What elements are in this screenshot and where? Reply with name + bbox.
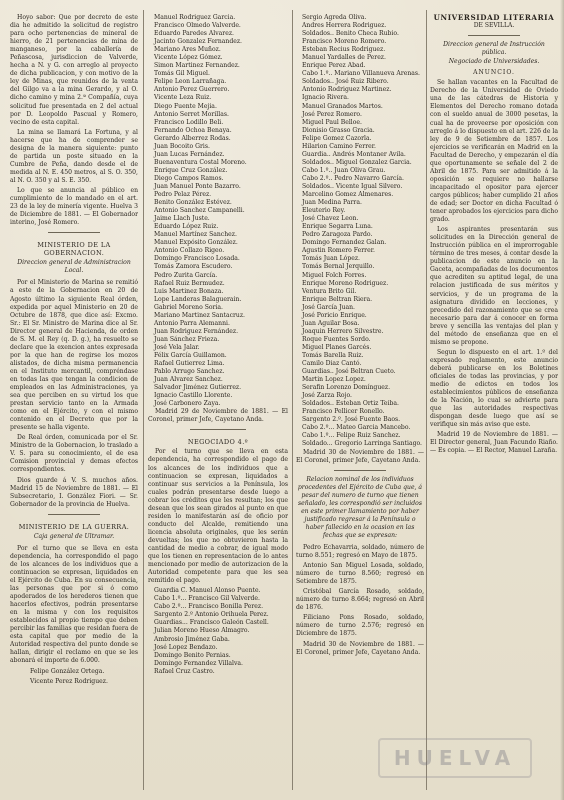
name-list-item: Luis Martinez Bonaza. xyxy=(154,287,224,295)
name-list-item: Antonio Sanchez Campanelli. xyxy=(154,207,245,215)
body-paragraph: Se hallan vacantes en la Facultad de Derecho de la Universidad de Oviedo una de las cátedras de Historia y Elementos del Derecho romano dotada con el sueldo anual de 3000 pesetas, la cual ha de proveerse por oposición con arreglo á lo dispuesto en el art. 226 de la ley de 9 de Setiembre de 1857. Los ejercicios se verificarán en Madrid en la Facultad de Derecho, y empezarán el día que oportunamente se señale del 2 de Abril de 1875. Para ser admitido á la oposición se requiere no hallarse incapacitado el opositor para ejercer cargos públicos; haber cumplido 21 años de edad; ser Doctor en dicha Facultad ó tener aprobados los ejercicios para dicho grado. xyxy=(430,79,558,224)
name-list-item: Félix García Guillamon. xyxy=(154,351,227,359)
name-list xyxy=(296,14,424,449)
name-list-item: Miguel Paul Belloe. xyxy=(302,118,362,126)
name-list-item: Pablo Arrugo Sanchez. xyxy=(154,368,225,376)
name-list-item: Francisco Moreno Romero. xyxy=(302,38,387,46)
name-list-item: Ambrosio Jiménez Gaba. xyxy=(154,635,230,643)
body-paragraph: Los aspirantes presentarán sus solicitudes en la Dirección general de Instrucción pública en el improrrogable término de tres meses, á contar desde la publicacion de este anuncio en la Gaceta, acompañadas de los documentos que acrediten su aptitud legal, de una relacion justificada de sus méritos y servicios, y de un programa de la asignatura dividido en lecciones, y precedido del razonamiento que se crea necesario para dar á conocer en forma breve y sencilla las ventajas del plan y del método de enseñanza que en el mismo se propone. xyxy=(430,226,558,346)
body-paragraph: De Real órden, comunicada por el Sr. Ministro de la Gobernacion, lo traslado a V. S. para su conocimiento, el de esa Comision provincial y demas efectos correspondientes. xyxy=(10,434,138,474)
date-line: Madrid 19 de Noviembre de 1881. — El Director general, Juan Facundo Riaño. — Es copia. — El Rector, Manuel Laraña. xyxy=(430,431,558,455)
section-separator xyxy=(190,429,246,430)
name-list-item: Antonio Rodriguez Martinez. xyxy=(302,86,392,94)
name-list-item: Enrique Perez Abad. xyxy=(302,62,366,70)
name-list-item: Juan Medina Parra. xyxy=(302,199,362,207)
name-list xyxy=(148,14,288,408)
column-1 xyxy=(10,14,138,790)
name-list-item: José Vela Jalar. xyxy=(154,343,200,351)
mining-notice-paragraph: Hoyo sabor: Que por decreto de este dia he admitido la solicitud de registro para ocho pertenencias de mineral de hierro, de 21 pertenencias de mina de manganeso, por la caballería de Peñascosa, jurisdiccion de Valverde, hecha a N. y G. con arreglo al proyecto de dicha publicacion, y con motivo de la ley de Minas, que reunidos de la venta del Gilgo va a la mina Gerardo, y al O. dicho camino y mina 2.ª Compañía, cuya solicitud fue presentada en 2 del actual por D. Leopoldo Pascual y Romero, vecino de esta capital. xyxy=(10,14,138,126)
name-list-item: Pedro Zaragoza Pardo. xyxy=(302,231,373,239)
body-paragraph: Cristóbal García Rosado, soldado, número de turno 8.664; regresó en Abril de 1876. xyxy=(296,588,424,612)
name-list-item: Dionisio Grasso Gracia. xyxy=(302,126,375,134)
body-paragraph: Por el turno que se lleva en esta dependencia, ha correspondido el pago de los alcances de los individuos que a continuacion se expresan, liquidados en el Ejército de Cuba. En su consecuencia, las personas que por si ó como apoderados de los herederos tienen que hacerlos efectivos, podrán presentarse en la misma y con los requisitos establecidos al propio tiempo que deben percibir las familias que residan fuera de esta capital que por medio de la Autoridad respectiva del punto donde se hallan, dirigir el reclamo en que se les abonará el importe de 6.000. xyxy=(10,544,138,665)
name-list-item: Joaquin Herrero Silvestre. xyxy=(302,327,384,335)
page-edge-shadow xyxy=(560,0,564,800)
name-list-item: Manuel Yardalles de Perez. xyxy=(302,54,386,62)
name-list-item: Soldados.. José Ruiz Ribero. xyxy=(302,78,389,86)
university-subheading: DE SEVILLA. xyxy=(473,22,515,30)
name-list-item: Manuel Expósito González. xyxy=(154,239,238,247)
name-list-item: Antonio Parra Alemanni. xyxy=(154,319,230,327)
date-line: Madrid 30 de Noviembre de 1881. — El Coronel, primer Jefe, Cayetano Anda. xyxy=(296,640,424,656)
university-heading: UNIVERSIDAD LITERARIA xyxy=(433,14,555,22)
name-list-item: Sergio Agreda Oliva. xyxy=(302,14,367,21)
name-list-item: Tomás Gil Miguel. xyxy=(154,70,210,78)
mining-notice-paragraph: Lo que se anuncia al público en cumplimiento de lo mandado en el art. 23 de la ley de minería vigente. Huelva 3 de Diciembre de 1881. — El Gobernador interino, José Romero. xyxy=(10,186,138,227)
name-list-item: Juan Sánchez Frieza. xyxy=(154,335,220,343)
body-paragraph: Dios guarde á V. S. muchos años. Madrid 15 de Noviembre de 1881. — El Subsecretario, I. González Fiori. — Sr. Gobernador de la provincia de Huelva. xyxy=(10,476,138,508)
name-list-item: José Carbonero Zaya. xyxy=(154,400,221,408)
body-paragraph: Filiciano Pons Rosado, soldado, número de turno 2.576; regresó en Diciembre de 1875. xyxy=(296,614,424,638)
name-list-item: Julian Moreno Hueso Almagro. xyxy=(154,627,250,635)
name-list-item: Camilo Diaz Cantó. xyxy=(302,360,362,368)
name-list-item: Mariano Martinez Santacruz. xyxy=(154,311,245,319)
name-list-item: José Chavez Leon. xyxy=(302,215,359,223)
name-list-item: Tomás Zamora Escudero. xyxy=(154,263,233,271)
name-list-item: Ventura Brito Gil. xyxy=(302,287,357,295)
name-list-item: Domingo Fernandez Villalva. xyxy=(154,659,243,667)
name-list-item: Juan Alvarez Sanchez. xyxy=(154,376,223,384)
name-list-item: Pedro Zurita García. xyxy=(154,271,218,279)
column-divider xyxy=(292,10,293,790)
name-list-item: Enrique Beltran Riera. xyxy=(302,295,373,303)
announcement-title: ANUNCIO. xyxy=(473,69,515,77)
section-separator xyxy=(468,35,519,36)
name-list-item: Antonio Perez Guerrero. xyxy=(154,86,230,94)
name-list-item: Fernando Ochoa Benaya. xyxy=(154,126,232,134)
name-list-item: Gabriel Moreno Soria. xyxy=(154,303,223,311)
name-list-item: Cabo 2.º... Mateo Garcia Mancebo. xyxy=(302,424,411,432)
name-list-item: Mariano Ares Muñoz. xyxy=(154,46,221,54)
section-subheading: Caja general de Ultramar. xyxy=(33,532,115,540)
name-list-item: Marcelino Gomez Almenares. xyxy=(302,191,394,199)
name-list-item: Esteban Recius Rodriguez. xyxy=(302,46,386,54)
italic-relation-heading: Relacion nominal de los individuos procedentes del Ejército de Cuba que, á pesar del numero de turno que tienen señalado, les correspondió ser incluidos en este primer llamamiento por haber justificado regresar á la Península o haber fallecido en la ocasion en las fechas que se expresan: xyxy=(297,475,423,539)
section-heading: NEGOCIADO 4.º xyxy=(187,438,249,447)
name-list-item: Felipe Leon Larrañaga. xyxy=(154,78,227,86)
body-paragraph: Por el turno que se lleva en esta dependencia, ha correspondido el pago de los alcances de los individuos que a continuacion se expresan, liquidados a continuar sus servicios a la Península, los cuales podrán presentarse desde luego a cobrar los créditos que les resultan; los que desean que los sean girados al punto en que residen lo manifestarán así de oficio por conducto del Alcalde, remitiendo una licencia absoluta originales, que les serán devueltas; los que no obtuvieron hasta la cantidad de medio a cobrar, de igual modo que los tienen en representacion de lo antes mencionado por medio de autorizacion de la Autoridad competente para que les sea remitido el pago. xyxy=(148,448,288,585)
section-subheading: Direccion general de Administracion Local. xyxy=(17,259,131,275)
name-list-item: Tomás Barella Ruiz. xyxy=(302,351,364,359)
name-list-item: Tomás Juan López. xyxy=(302,255,360,263)
section-heading: MINISTERIO DE LA GOBERNACION. xyxy=(37,241,111,258)
name-list-item: Vicente López Gómez. xyxy=(154,54,223,62)
library-watermark-stamp: HUELVA xyxy=(378,738,532,778)
name-list-item: Guardia.. Andrés Montaner Avila. xyxy=(302,150,406,158)
section-heading: MINISTERIO DE LA GUERRA. xyxy=(18,522,130,531)
column-2 xyxy=(148,14,288,790)
name-list-item: Benito González Estévez. xyxy=(154,199,232,207)
name-list-item: Rafael Ruiz Bermudez. xyxy=(154,279,225,287)
direction-heading: Direccion general de Instrucción pública. xyxy=(443,41,545,57)
name-list-item: Manuel Martínez Sanchez. xyxy=(154,231,237,239)
name-list-item: Roque Fuentes Sordo. xyxy=(302,335,371,343)
name-list-item: Domingo Francisco Losada. xyxy=(154,255,240,263)
name-list-item: Martin Lopez Lopez. xyxy=(302,376,366,384)
column-3 xyxy=(296,14,424,790)
name-list-item: Juan Rodriguez Fernández. xyxy=(154,327,239,335)
name-list-item: Diego Campos Ramos. xyxy=(154,174,224,182)
name-list-item: Cabo 1.º... Francisco Gil Valverde. xyxy=(154,595,260,603)
name-list-item: José Perez Romero. xyxy=(302,110,362,118)
name-list xyxy=(148,587,288,676)
name-list-item: Manuel Granados Martos. xyxy=(302,102,383,110)
name-list-item: Cabo 2.º... Francisco Bonilla Perez. xyxy=(154,603,264,611)
body-paragraph: Segun lo dispuesto en el art. 1.º del expresado reglamento, este anuncio deberá publicarse en los Boletines oficiales de todas las provincias, y por medio de edictos en todos los establecimientos públicos de enseñanza de la Nación, lo cual se advierte para que las autoridades respectivas dispongan desde luego que así se verifique sin más aviso que este. xyxy=(430,348,558,429)
name-list-item: Enrique Moreno Rodriguez. xyxy=(302,279,389,287)
column-divider xyxy=(143,10,144,790)
name-list-item: Felipe Gomez Cazorla. xyxy=(302,134,372,142)
section-separator xyxy=(48,232,99,233)
name-list-item: Juan Lucas Fernández. xyxy=(154,150,225,158)
name-list-item: Juan Manuel Ponte Bazarro. xyxy=(154,182,241,190)
name-list-item: Rafael Gutierrez Lima. xyxy=(154,360,225,368)
name-list-item: Miguel Folch Forres. xyxy=(302,271,367,279)
name-list-item: Manuel Rodriguez Garcia. xyxy=(154,14,236,21)
section-separator xyxy=(334,470,385,471)
name-list-item: Tomás Bernal Jerquillo. xyxy=(302,263,375,271)
name-list-item: Francisco Olmedo Valverde. xyxy=(154,22,241,30)
name-list-item: Jacinto Gonzalez Fernandez. xyxy=(154,38,242,46)
name-list-item: Soldados.. Vicente Igual Silvero. xyxy=(302,182,403,190)
name-list-item: Sargento 2.º Antonio Orihuela Perez. xyxy=(154,611,269,619)
name-list-item: Cabo 1.º.. Mariano Villanueva Arenas. xyxy=(302,70,420,78)
name-list-item: Simon Martinez Fernandez. xyxy=(154,62,240,70)
column-4 xyxy=(430,14,558,790)
name-list-item: Jaime Llach Juste. xyxy=(154,215,210,223)
mining-notice-paragraph: La mina se llamará La Fortuna, y al hacerse que ha de comprender se designa de la manera siguiente: punto de partida un poste situado en la Cumbre de Peña, dando desde el de medida al N. E. 450 metros, al S. O. 350, al N. O. 350 y al S. E. 350. xyxy=(10,128,138,184)
name-list-item: Domingo Benito Pernias. xyxy=(154,651,231,659)
name-list-item: Guardias... Francisco Galeón Castell. xyxy=(154,619,269,627)
name-list-item: Gerardo Alberrez Rodas. xyxy=(154,134,231,142)
name-list-item: Domingo Fernandez Galan. xyxy=(302,239,387,247)
name-list-item: Miguel Planes Garcés. xyxy=(302,343,372,351)
name-list-item: José Poricio Enrique. xyxy=(302,311,367,319)
name-list-item: Ignacio Rivera. xyxy=(302,94,349,102)
name-list-item: Vicente Leza Ruiz. xyxy=(154,94,212,102)
name-list-item: Soldados.. Miguel Gonzalez Garcia. xyxy=(302,158,412,166)
name-list-item: Eleuterio Rey. xyxy=(302,207,346,215)
name-list-item: Cabo 1.º... Felipe Ruiz Sanchez. xyxy=(302,432,401,440)
name-list-item: Antonio Serret Morillas. xyxy=(154,110,229,118)
name-list-item: José Lopez Bendazo. xyxy=(154,643,218,651)
name-list-item: Antonio Collazo Rigeo. xyxy=(154,247,225,255)
name-list-item: Enrique Segarra Luna. xyxy=(302,223,373,231)
body-paragraph: Antonio San Miguel Losada, soldado, número de turno 8.560; regresó en Setiembre de 1875. xyxy=(296,562,424,586)
name-list-item: Soldados.. Benito Checa Rubio. xyxy=(302,30,399,38)
name-list-item: Eduardo López Ruiz. xyxy=(154,223,219,231)
name-list-item: Cabo 2.º.. Pedro Navarro García. xyxy=(302,174,404,182)
body-paragraph: Pedro Echavarria, soldado, número de turno 8.551; regresó en Mayo de 1875. xyxy=(296,544,424,560)
name-list-item: Salvador Jiménez Gutierrez. xyxy=(154,384,242,392)
date-line: Madrid 30 de Noviembre de 1881. — El Coronel, primer Jefe, Cayetano Anda. xyxy=(296,448,424,464)
name-list-item: Serafin Lorenzo Domínguez. xyxy=(302,384,391,392)
name-list-item: Ignacio Castillo Llorente. xyxy=(154,392,233,400)
section-separator xyxy=(48,514,99,515)
name-list-item: Hilarion Camino Ferrer. xyxy=(302,142,376,150)
name-list-item: Francisco Lodillo Beli. xyxy=(154,118,224,126)
date-line: Madrid 29 de Noviembre de 1881. — El Coronel, primer Jefe, Cayetano Anda. xyxy=(148,408,288,424)
name-list-item: Soldados.. Esteban Ortiz Teiba. xyxy=(302,400,399,408)
name-list-item: Pedro Pelaz Pérez. xyxy=(154,191,212,199)
name-list-item: Rafael Cruz Castro. xyxy=(154,667,215,675)
name-list-item: Sargento 2.º. José Fuente Baos. xyxy=(302,416,401,424)
signature-line: Vicente Perez Rodriguez. xyxy=(30,677,108,685)
name-list-item: Lope Landeras Balaguerain. xyxy=(154,295,242,303)
name-list-item: Enrique Cruz González. xyxy=(154,166,228,174)
name-list-item: José Zarza Rojo. xyxy=(302,392,352,400)
name-list-item: Agustin Romero Ferrer. xyxy=(302,247,375,255)
name-list-item: Soldado... Gregorio Larringa Santiago. xyxy=(302,440,422,448)
name-list-item: Diego Fuente Mejia. xyxy=(154,102,217,110)
signature-line: Felipe González Ortega. xyxy=(30,667,105,675)
name-list-item: Andres Herrera Rodriguez. xyxy=(302,22,387,30)
name-list-item: Guardia C. Manuel Alonso Puente. xyxy=(154,587,261,595)
name-list-item: Eduardo Paredes Alvarez. xyxy=(154,30,234,38)
column-divider xyxy=(426,10,427,790)
body-paragraph: Por el Ministerio de Marina se remitió a este de la Gobernacion en 20 de Agosto último la siguiente Real órden, expedida por aquel Ministerio en 20 de Octubre de 1878, que dice así: Excmo. Sr.: El Sr. Ministro de Marina dice al Sr. Director general de Hacienda, de orden de S. M. el Rey (q. D. g.), ha resuelto se declare que la exencion antes expresada por la que han de regirse los mozos alistados, de dicha misma permanencia en el Instituto mercantil, compréndase en todas las que tengan la condicion de empleados en las Administraciones, ya sea que perciben en su virtud los que prestan servicio tanto en la Armada como en el Ejército, y con el mismo contenido en el Decreto que por la presente se halla vigente. xyxy=(10,279,138,432)
name-list-item: José García Juan. xyxy=(302,303,355,311)
name-list-item: Juan Aguilar Bosa. xyxy=(302,319,360,327)
name-list-item: Buenaventura Costal Moreno. xyxy=(154,158,247,166)
name-list-item: Cabo 1.º.. Juan Oliva Grau. xyxy=(302,166,386,174)
name-list-item: Francisco Pellicer Ronello. xyxy=(302,408,385,416)
name-list-item: Guardias.. José Beltran Cueto. xyxy=(302,368,396,376)
name-list-item: Juan Bocoito Gris. xyxy=(154,142,210,150)
negociado-heading: Negociado de Universidades. xyxy=(448,58,540,66)
